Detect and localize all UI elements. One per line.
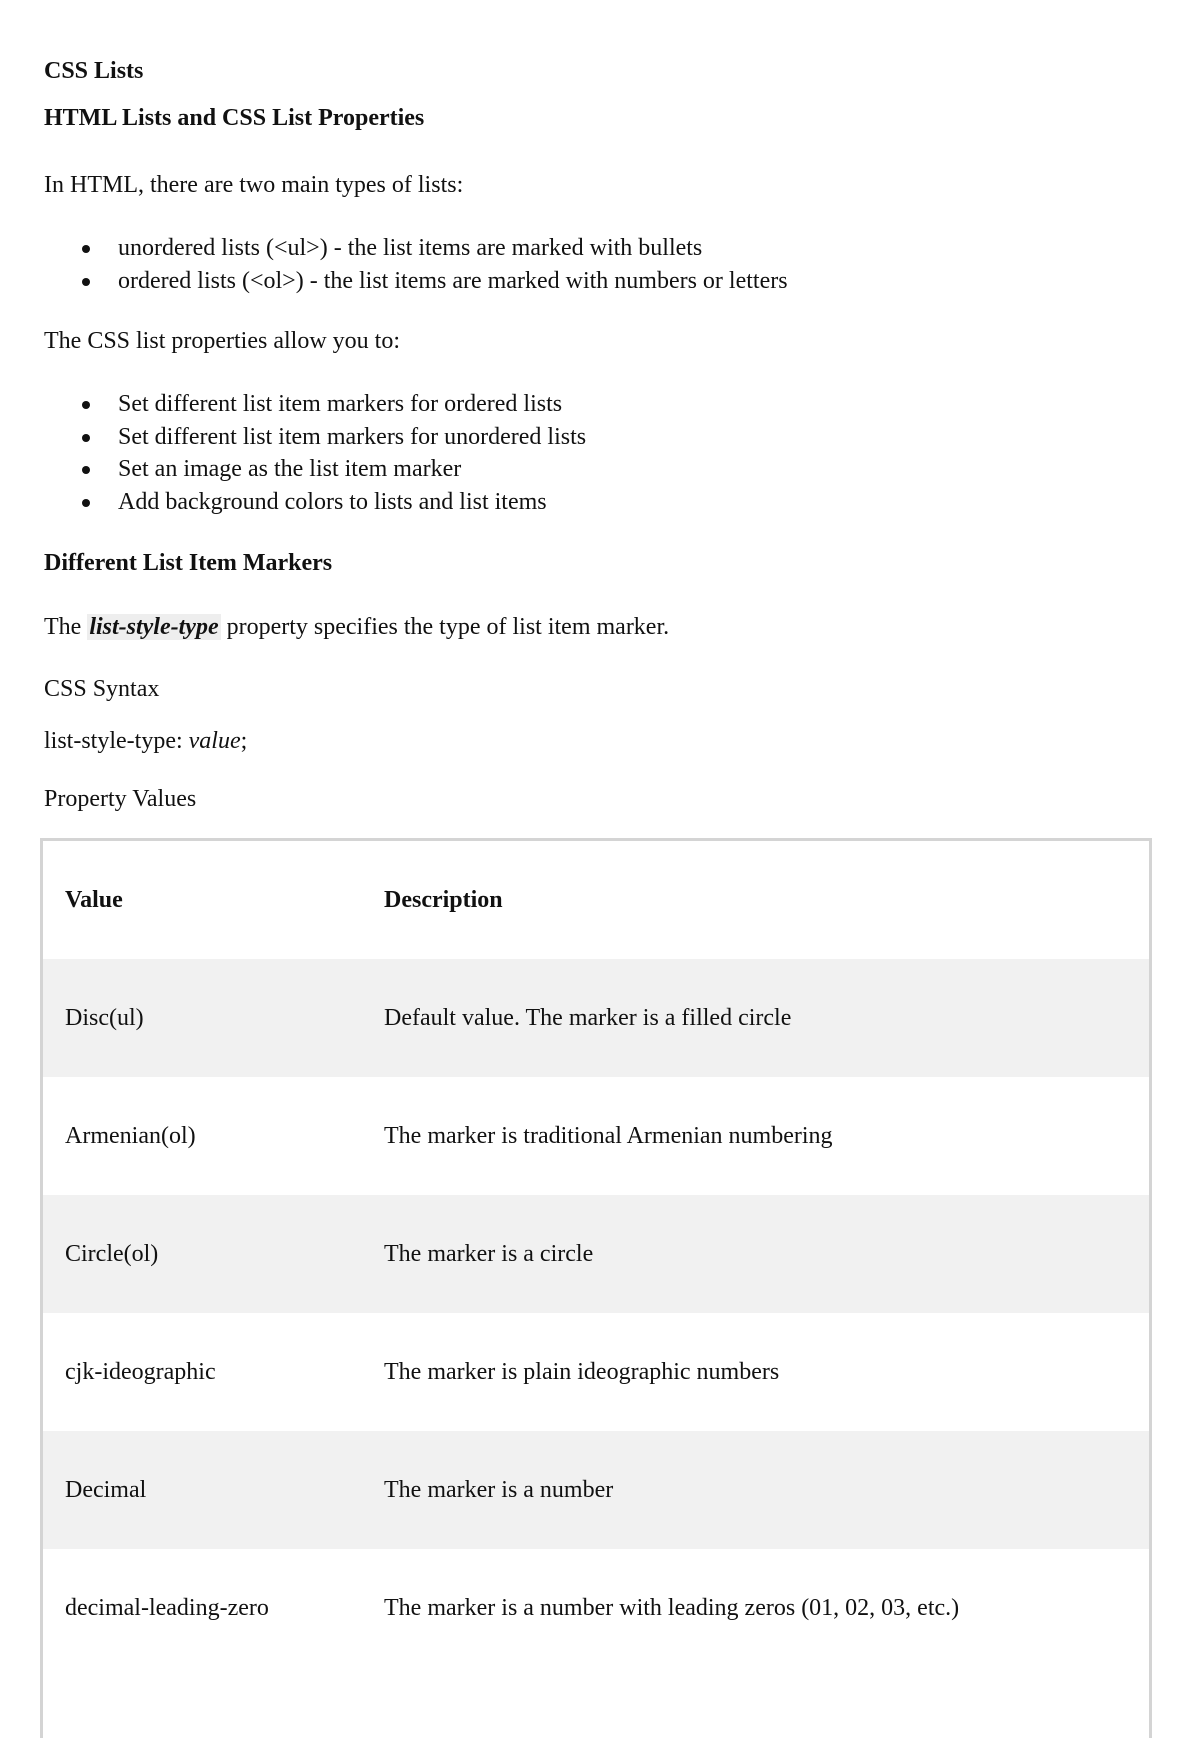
list-style-type-sentence [44, 614, 669, 641]
intro-paragraph: In HTML, there are two main types of lists: [44, 172, 464, 198]
bullet-icon [82, 278, 90, 286]
column-header-description: Description [384, 887, 503, 913]
bullet-icon [82, 434, 90, 442]
value-cell: decimal-leading-zero [65, 1595, 269, 1621]
list-item-text: unordered lists (<ul>) - the list items are marked with bullets [118, 235, 703, 261]
description-cell: The marker is plain ideographic numbers [384, 1359, 780, 1385]
syntax-code-line [44, 728, 247, 755]
bullet-icon [82, 401, 90, 409]
sentence-start: The [44, 614, 88, 640]
list-item [44, 453, 586, 486]
list-item-text: ordered lists (<ol>) - the list items are marked with numbers or letters [118, 267, 788, 294]
list-item [44, 265, 788, 298]
syntax-semicolon: ; [240, 728, 248, 754]
list-item-text: Add background colors to lists and list items [118, 488, 547, 515]
syntax-property: list-style-type: [44, 728, 189, 754]
syntax-value-placeholder: value [188, 728, 241, 754]
table-row [43, 1077, 1149, 1195]
value-cell: Decimal [65, 1477, 147, 1503]
value-cell: Armenian(ol) [65, 1123, 196, 1149]
css-syntax-label: CSS Syntax [44, 676, 160, 702]
table-row [43, 1549, 1149, 1667]
properties-list [44, 388, 586, 518]
value-cell: cjk-ideographic [65, 1359, 216, 1385]
list-item-text: Set different list item markers for ordered lists [118, 391, 563, 417]
value-cell: Disc(ul) [65, 1005, 144, 1031]
section-heading-html-lists: HTML Lists and CSS List Properties [44, 105, 425, 131]
page-title: CSS Lists [44, 58, 144, 84]
properties-paragraph: The CSS list properties allow you to: [44, 328, 400, 354]
list-style-type-term: list-style-type [89, 614, 219, 640]
table-row [43, 1313, 1149, 1431]
property-values-table [40, 838, 1152, 1738]
property-values-label: Property Values [44, 786, 197, 812]
column-header-value: Value [65, 887, 123, 913]
section-heading-markers: Different List Item Markers [44, 550, 333, 576]
list-item [44, 388, 586, 421]
description-cell: The marker is a number with leading zeros (01, 02, 03, etc.) [384, 1595, 960, 1621]
table-row [43, 1195, 1149, 1313]
bullet-icon [82, 245, 90, 253]
list-item-text: Set an image as the list item marker [118, 456, 462, 483]
sentence-end: property specifies the type of list item marker. [220, 614, 670, 640]
description-cell: The marker is traditional Armenian numbering [384, 1123, 833, 1149]
bullet-icon [82, 499, 90, 507]
list-types-list [44, 232, 788, 297]
table-header-row [43, 841, 1149, 959]
list-item [44, 232, 788, 265]
bullet-icon [82, 466, 90, 474]
description-cell: The marker is a number [384, 1477, 614, 1503]
list-item-text: Set different list item markers for unordered lists [118, 423, 587, 450]
value-cell: Circle(ol) [65, 1241, 159, 1267]
table-row [43, 1431, 1149, 1549]
description-cell: Default value. The marker is a filled circle [384, 1005, 792, 1031]
table-row [43, 959, 1149, 1077]
list-item [44, 486, 586, 519]
description-cell: The marker is a circle [384, 1241, 594, 1267]
list-item [44, 421, 586, 454]
